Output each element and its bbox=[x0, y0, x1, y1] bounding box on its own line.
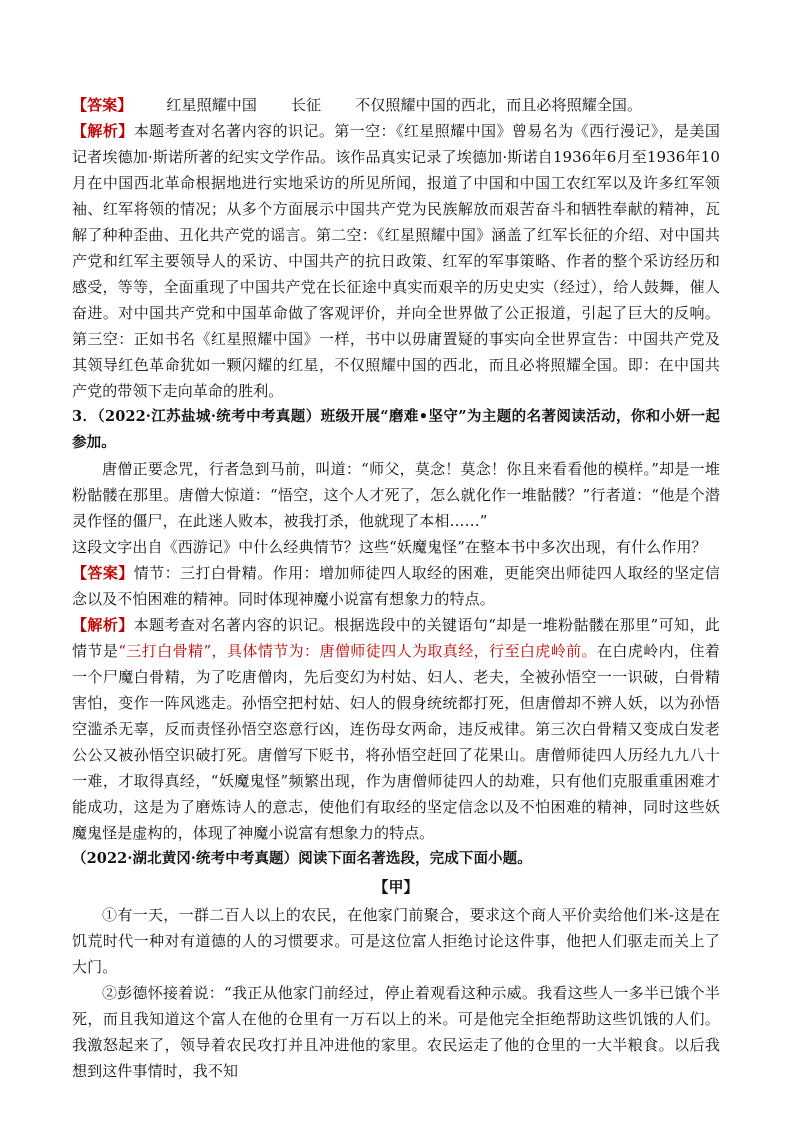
analysis-text-highlight: “三打白骨精”，具体情节为：唐僧师徒四人为取真经，行至白虎岭前。 bbox=[118, 642, 597, 660]
section-label-jia: 【甲】 bbox=[373, 878, 419, 896]
question-3-prompt: 这段文字出自《西游记》中什么经典情节？这些“妖魔鬼怪”在整本书中多次出现，有什么作用？ bbox=[72, 538, 707, 556]
answer-part-2: 长征 bbox=[291, 96, 322, 114]
analysis-text-b: 在白虎岭内，住着一个尸魔白骨精，为了吃唐僧肉，先后变幻为村姑、妇人、老夫，全被孙悟空一一识破，白骨精害怕，变作一阵风逃走。孙悟空把村姑、妇人的假身统统都打死，但唐僧却不辨人妖，以为孙悟空滥杀无辜，反而责怪孙悟空恣意行凶，连伤母女两命，违反戒律。第三次白骨精又变成白发老公公又被孙悟空识破打死。唐僧写下贬书，将孙悟空赶回了花果山。唐僧师徒四人历经九九八十一难，才取得真经，“妖魔鬼怪”频繁出现，作为唐僧师徒四人的劫难，只有他们克服重重困难才能成功，这是为了磨炼诗人的意志，使他们有取经的坚定信念以及不怕困难的精神，同时这些妖魔鬼怪是虚构的，体现了神魔小说富有想象力的特点。 bbox=[72, 642, 720, 842]
passage-xiyouji: 唐僧正要念咒，行者急到马前，叫道：“师父，莫念！莫念！你且来看看他的模样。”却是一堆粉骷髅在那里。唐僧大惊道：“悟空，这个人才死了，怎么就化作一堆骷髅？”行者道：“他是个潜灵作怪的僵尸，在此迷人败本，被我打杀，他就现了本相……” bbox=[72, 460, 720, 530]
answer-part-3: 不仅照耀中国的西北，而且必将照耀全国。 bbox=[355, 96, 643, 114]
document-page bbox=[72, 92, 720, 1084]
passage-paragraph-1: ①有一天，一群二百人以上的农民，在他家门前聚合，要求这个商人平价卖给他们米-这是在饥荒时代一种对有道德的人的习惯要求。可是这位富人拒绝讨论这件事，他把人们驱走而关上了大门。 bbox=[72, 906, 720, 976]
analysis-text-a: 本题考查对名著内容的识记。根据选段中的关键语句“却是一堆粉骷髅在那里”可知，此情节是 bbox=[72, 616, 720, 660]
passage-paragraph-2: ②彭德怀接着说：“我正从他家门前经过，停止着观看这种示威。我看这些人一多半已饿个半死，而且我知道这个富人在他的仓里有一万石以上的米。可是他完全拒绝帮助这些饥饿的人们。我激怒起来了，领导着农民攻打并且冲进他的家里。农民运走了他的仓里的一大半粮食。以后我想到这件事情时，我不知 bbox=[72, 984, 720, 1080]
analysis-tag: 【解析】 bbox=[72, 122, 134, 140]
analysis-tag: 【解析】 bbox=[72, 616, 134, 634]
answer-line-1 bbox=[72, 92, 720, 118]
answer-tag: 【答案】 bbox=[72, 564, 134, 582]
answer-text: 情节：三打白骨精。作用：增加师徒四人取经的困难，更能突出师徒四人取经的坚定信念以及不怕困难的精神。同时体现神魔小说富有想象力的特点。 bbox=[72, 564, 720, 608]
question-4-header: （2022·湖北黄冈·统考中考真题）阅读下面名著选段，完成下面小题。 bbox=[72, 850, 532, 867]
analysis-text: 本题考查对名著内容的识记。第一空：《红星照耀中国》曾易名为《西行漫记》，是美国记者埃德加·斯诺所著的纪实文学作品。该作品真实记录了埃德加·斯诺自1936年6月至1936年10月在中国西北革命根据地进行实地采访的所见所闻，报道了中国和中国工农红军以及许多红军领袖、红军将领的情况；从多个方面展示中国共产党为民族解放而艰苦奋斗和牺牲奉献的精神，瓦解了种种歪曲、丑化共产党的谣言。第二空：《红星照耀中国》涵盖了红军长征的介绍、对中国共产党和红军主要领导人的采访、中国共产的抗日政策、红军的军事策略、作者的整个采访经历和感受，等等，全面重现了中国共产党在长征途中真实而艰辛的历史史实（经过），给人鼓舞，催人奋进。对中国共产党和中国革命做了客观评价，并向全世界做了公正报道，引起了巨大的反响。第三空：正如书名《红星照耀中国》一样，书中以毋庸置疑的事实向全世界宣告：中国共产党及其领导红色革命犹如一颗闪耀的红星，不仅照耀中国的西北，而且必将照耀全国。即：在中国共产党的带领下走向革命的胜利。 bbox=[72, 122, 721, 400]
answer-part-1: 红星照耀中国 bbox=[166, 96, 258, 114]
analysis-paragraph-1 bbox=[72, 118, 720, 404]
answer-tag: 【答案】 bbox=[72, 96, 133, 114]
analysis-paragraph-3 bbox=[72, 612, 720, 846]
question-3-header: 3．（2022·江苏盐城·统考中考真题）班级开展“磨难•坚守”为主题的名著阅读活动，你和小妍一起参加。 bbox=[72, 408, 720, 451]
answer-paragraph-3 bbox=[72, 560, 720, 612]
